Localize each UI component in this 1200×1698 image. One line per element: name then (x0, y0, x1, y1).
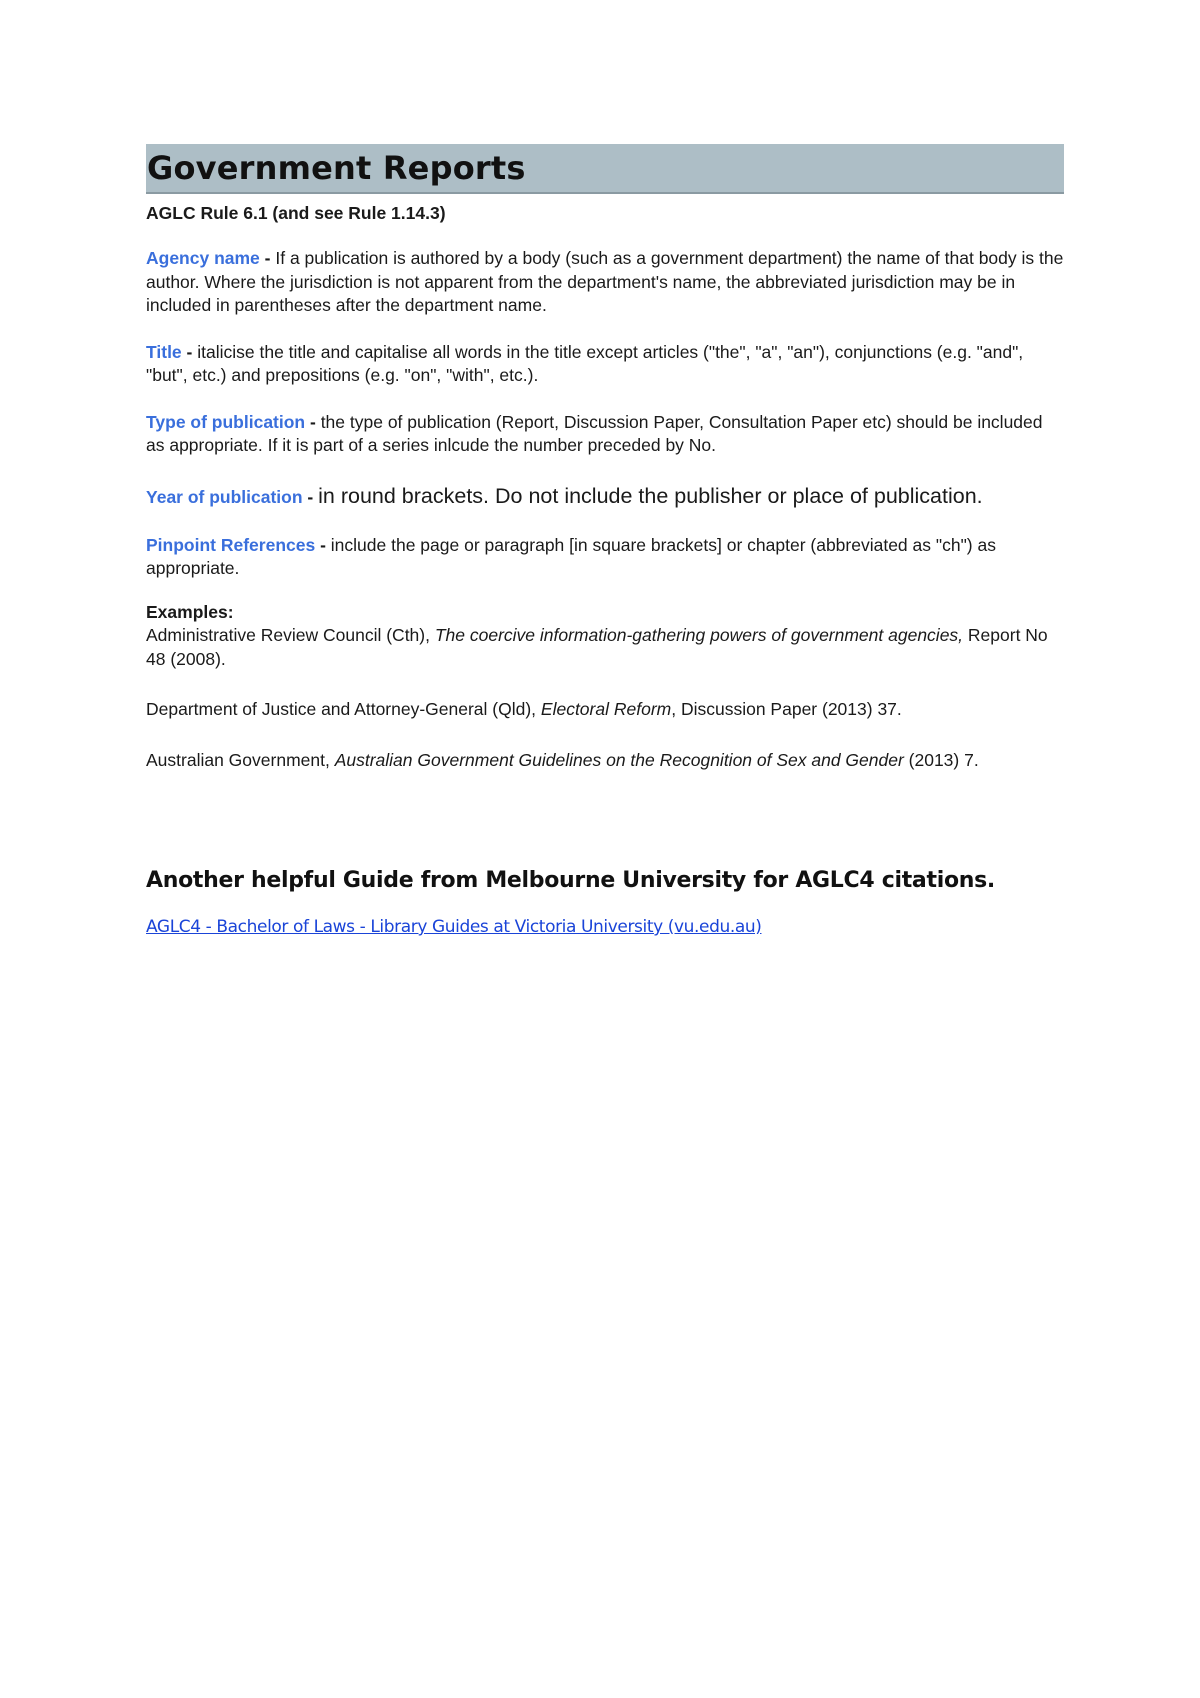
pinpoint-references-dash: - (315, 534, 331, 555)
year-of-publication-dash: - (302, 486, 319, 507)
example-title: Electoral Reform (540, 699, 672, 719)
page-title: Government Reports (147, 149, 526, 187)
examples-heading: Examples: (146, 601, 234, 622)
title-dash: - (181, 341, 198, 362)
rule-reference: AGLC Rule 6.1 (and see Rule 1.14.3) (146, 203, 446, 223)
aglc4-guide-link[interactable]: AGLC4 - Bachelor of Laws - Library Guides at Victoria University (vu.edu.au) (146, 917, 762, 937)
year-of-publication-text: in round brackets. Do not include the publisher or place of publication. (318, 483, 983, 508)
year-of-publication-term: Year of publication (146, 486, 303, 507)
type-of-publication-paragraph (146, 411, 1064, 458)
example-author: Australian Government, (146, 749, 335, 770)
example-details: Report No 48 (2008). (146, 625, 1048, 669)
example-item (146, 749, 1064, 773)
example-author: Administrative Review Council (Cth), (146, 625, 435, 645)
agency-name-term: Agency name (146, 248, 260, 268)
agency-name-paragraph (146, 247, 1064, 318)
example-details: , Discussion Paper (2013) 37. (671, 699, 902, 719)
title-text: italicise the title and capitalise all words in the title except articles ("the", "a", "an"), conjunctions (e.g. "and", "but", etc.) and prepositions (e.g. "on", "with", etc.). (146, 341, 1024, 385)
type-of-publication-text: the type of publication (Report, Discussion Paper, Consultation Paper etc) should be included as appropriate. If it is part of a series inlcude the number preceded by No. (146, 411, 1043, 455)
example-details: (2013) 7. (903, 749, 979, 770)
heading-bar (146, 144, 1064, 194)
pinpoint-references-paragraph (146, 534, 1064, 581)
example-author: Department of Justice and Attorney-General (Qld), (146, 699, 541, 719)
title-term: Title (146, 341, 182, 362)
helpful-guide-heading: Another helpful Guide from Melbourne University for AGLC4 citations. (146, 868, 995, 893)
type-of-publication-dash: - (305, 411, 321, 432)
agency-name-dash: - (259, 248, 276, 268)
type-of-publication-term: Type of publication (146, 411, 306, 432)
year-of-publication-paragraph (146, 483, 1064, 510)
pinpoint-references-text: include the page or paragraph [in square brackets] or chapter (abbreviated as "ch") as appropriate. (146, 534, 996, 578)
example-title: The coercive information-gathering powers of government agencies, (434, 625, 964, 645)
example-item (146, 698, 1064, 722)
example-item (146, 624, 1064, 671)
agency-name-text: If a publication is authored by a body (such as a government department) the name of that body is the author. Where the jurisdiction is not apparent from the department's name, the abbreviated jurisdiction may be in included in parentheses after the department name. (146, 248, 1064, 315)
pinpoint-references-term: Pinpoint References (146, 534, 316, 555)
title-paragraph (146, 341, 1064, 388)
document-page (146, 144, 1064, 937)
example-title: Australian Government Guidelines on the Recognition of Sex and Gender (334, 749, 904, 770)
